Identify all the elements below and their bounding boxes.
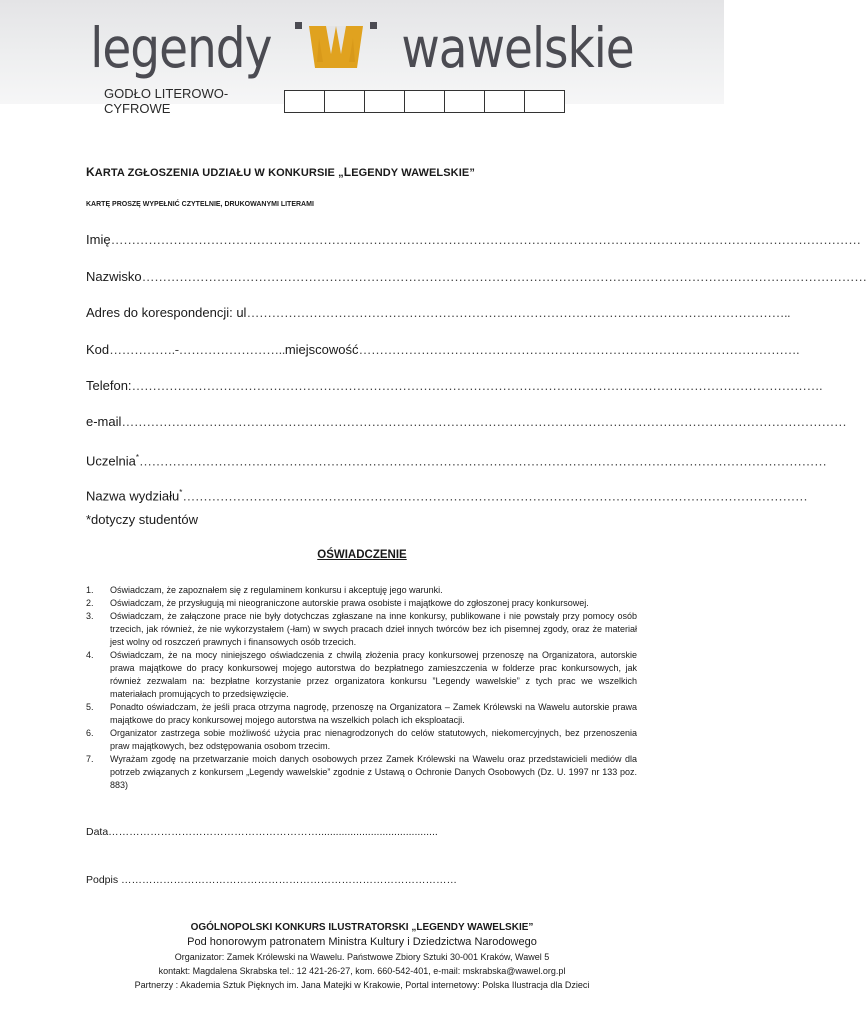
field-label: Nazwa wydziału [86,488,180,504]
signature-field[interactable]: Podpis …………………………………………………………………………………… [86,874,458,886]
code-box[interactable] [365,91,405,112]
logo-word-right: wawelskie [401,15,634,81]
footer-patronage: Pod honorowym patronatem Ministra Kultury i Dziedzictwa Narodowego [187,936,537,948]
form-title: KARTA ZGŁOSZENIA UDZIAŁU W KONKURSIE „LEGENDY WAWELSKIE” [86,165,475,179]
footer-title: OGÓLNOPOLSKI KONKURS ILUSTRATORSKI „LEGENDY WAWELSKIE” [190,922,534,933]
list-item: 4. Oświadczam, że na mocy niniejszego oświadczenia z chwilą złożenia pracy konkursowej przenoszę na Organizatora, autorskie prawa majątkowe do pracy konkursowej mojego autorstwa do bezpłatnego zamieszczenia w folderze prac konkursowych, jak również zezwalam na: bezpłatne korzystanie przez organizatora konkursu ”Legendy wawelskie” z tych prac we wszelkich materiałach promujących to przedsięwzięcie. [86,650,637,699]
field-university[interactable]: Uczelnia*………………………………………………………………………………………………………………………………………………… [86,453,827,469]
code-label: GODŁO LITEROWO-CYFROWE [104,86,229,116]
list-item: 1. Oświadczam, że zapoznałem się z regulaminem konkursu i akceptuję jego warunki. [86,585,443,595]
list-item: 7. Wyrażam zgodę na przetwarzanie moich danych osobowych przez Zamek Królewski na Wawelu oraz przedstawicieli mediów dla potrzeb związanych z konkursem „Legendy wawelskie” zgodnie z Ustawą o Ochronie Danych Osobowych (Dz. U. 1997 nr 133 poz. 883) [86,754,637,790]
field-faculty[interactable]: Nazwa wydziału*…………………………………………………………………………………………………………………………………… [86,488,808,504]
field-address[interactable]: Adres do korespondencji: ul………………………………………………………………………………………………………………….. [86,305,791,320]
logo-word-left: legendy [90,15,272,81]
code-box[interactable] [445,91,485,112]
form-instruction: KARTĘ PROSZĘ WYPEŁNIĆ CZYTELNIE, DRUKOWANYMI LITERAMI [86,201,314,208]
declaration-heading: OŚWIADCZENIE [317,549,407,561]
field-phone[interactable]: Telefon:…………………………………………………………………………………………………………………………………………………. [86,378,823,393]
footer-partners: Partnerzy : Akademia Sztuk Pięknych im. Jana Matejki w Krakowie, Portal internetowy: Polska Ilustracja dla Dzieci [134,980,590,990]
date-field[interactable]: Data……………………………………………………......................................... [86,826,438,838]
list-item: 2. Oświadczam, że przysługują mi nieograniczone autorskie prawa osobiste i majątkowe do zgłoszonej pracy konkursowej. [86,598,589,608]
code-box[interactable] [485,91,525,112]
field-email[interactable]: e-mail………………………………………………………………………………………………………………………………………………………… [86,414,847,429]
field-label: Nazwisko [86,269,142,284]
code-box[interactable] [405,91,445,112]
field-label: Adres do korespondencji: ul [86,305,247,320]
code-box[interactable] [525,91,564,112]
footer [0,920,724,992]
list-item: 3. Oświadczam, że załączone prace nie były dotychczas zgłaszane na inne konkursy, publikowane i nie powstały przy pomocy osób trzecich, jak również, że nie wykorzystałem (-łam) w swych pracach dzieł innych twórców bez ich pisemnej zgody, oraz że materiał jest wolny od roszczeń prawnych i finansowych osób trzecich. [86,611,637,647]
footer-organizer: Organizator: Zamek Królewski na Wawelu. Państwowe Zbiory Sztuki 30-001 Kraków, Wawel 5 [174,952,550,962]
list-item: 6. Organizator zastrzega sobie możliwość użycia prac nienagrodzonych do celów statutowych, niekomercyjnych, bez przenoszenia praw majątkowych, bez odstępowania osobom trzecim. [86,728,637,751]
crown-icon [295,18,377,78]
logo [0,15,724,81]
field-label: e-mail [86,414,122,429]
student-note: *dotyczy studentów [86,512,199,527]
code-box[interactable] [325,91,365,112]
field-postcode-city[interactable]: Kod…………….-……………………..miejscowość……………………………………………………………………………………………. [86,342,800,357]
field-label-city: miejscowość [284,342,359,357]
field-label: Telefon: [86,378,132,393]
field-last-name[interactable]: Nazwisko………………………………………………………………………………………………………………………………………………………… [86,269,867,284]
code-boxes [284,90,565,113]
field-first-name[interactable]: Imię……………………………………………………………………………………………………………………………………………………………… [86,232,861,247]
list-item: 5. Ponadto oświadczam, że jeśli praca otrzyma nagrodę, przenoszę na Organizatora – Zamek Królewski na Wawelu autorskie prawa majątkowe do pracy konkursowej mojego autorstwa na wszelkich polach ich eksploatacji. [86,702,637,725]
field-label: Kod [86,342,110,357]
code-box[interactable] [285,91,325,112]
declaration-list [86,584,637,792]
field-label: Uczelnia [86,453,136,469]
field-label: Imię [86,232,111,247]
footer-contact: kontakt: Magdalena Skrabska tel.: 12 421-26-27, kom. 660-542-401, e-mail: mskrabska@wawel.org.pl [158,966,566,976]
code-row [104,86,565,116]
